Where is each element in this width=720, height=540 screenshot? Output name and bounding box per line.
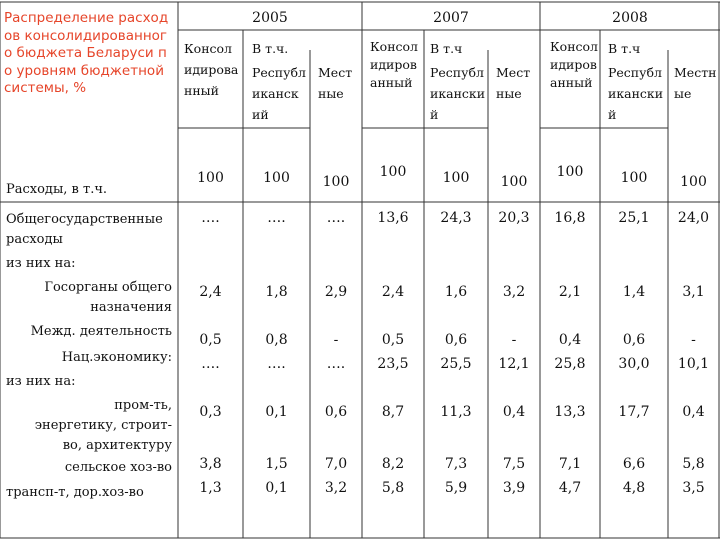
cell-general-2008-rep: 25,1 [618, 210, 650, 226]
cell-agri-2005-cons: 3,8 [199, 456, 222, 472]
cell-general-2005-cons: …. [201, 210, 220, 226]
cell-industry-2007-rep: 11,3 [440, 404, 472, 420]
cell-general-2007-loc: 20,3 [498, 210, 530, 226]
cell-transport-2005-cons: 1,3 [199, 480, 222, 496]
subheader-consolidated-2005: Консолидированный [184, 41, 239, 98]
row-label-economy: Нац.экономику: [61, 350, 172, 365]
cell-gov-2008-loc: 3,1 [682, 284, 705, 300]
subheader-republican-2005: Республиканский [252, 65, 306, 122]
row-label-gov-bodies: Госорганы общего назначения [44, 280, 172, 315]
cell-intl-2005-rep: 0,8 [265, 332, 288, 348]
cell-industry-2008-rep: 17,7 [618, 404, 650, 420]
cell-gov-2007-loc: 3,2 [502, 284, 526, 300]
cell-general-2008-cons: 16,8 [554, 210, 586, 226]
cell-intl-2005-cons: 0,5 [199, 332, 222, 348]
row-label-industry: пром-ть, энергетику, строит-во, архитектуру [34, 398, 172, 453]
cell-industry-2005-loc: 0,6 [324, 404, 348, 420]
subheader-incl-2005: В т.ч. [252, 41, 289, 56]
cell-transport-2008-cons: 4,7 [558, 480, 582, 496]
cell-gov-2008-cons: 2,1 [558, 284, 582, 300]
cell-industry-2008-cons: 13,3 [554, 404, 586, 420]
cell-industry-2005-cons: 0,3 [199, 404, 222, 420]
cell-economy-2007-rep: 25,5 [440, 356, 472, 372]
subheader-consolidated-2007: Консолидированный [370, 39, 418, 90]
row-label-intl: Межд. деятельность [30, 324, 172, 339]
subheader-local-2008: Местные [674, 65, 717, 101]
cell-transport-2008-loc: 3,5 [682, 480, 705, 496]
year-2007: 2007 [433, 10, 469, 26]
cell-transport-2005-loc: 3,2 [324, 480, 348, 496]
cell-total-2008-cons: 100 [556, 164, 584, 180]
cell-agri-2005-loc: 7,0 [324, 456, 348, 472]
cell-intl-2008-loc: - [691, 332, 696, 348]
row-label-of-which-1: из них на: [6, 256, 76, 271]
cell-economy-2005-rep: …. [267, 356, 286, 372]
row-label-transport: трансп-т, дор.хоз-во [6, 485, 144, 500]
cell-transport-2007-cons: 5,8 [381, 480, 405, 496]
cell-industry-2007-cons: 8,7 [381, 404, 405, 420]
cell-economy-2008-loc: 10,1 [677, 356, 710, 372]
cell-total-2007-loc: 100 [500, 174, 528, 190]
cell-total-2007-rep: 100 [442, 170, 470, 186]
cell-total-2005-cons: 100 [197, 170, 224, 186]
cell-transport-2008-rep: 4,8 [622, 480, 646, 496]
cell-total-2005-loc: 100 [322, 174, 350, 190]
subheader-republican-2008: Республиканский [608, 65, 664, 122]
cell-industry-2008-loc: 0,4 [682, 404, 705, 420]
cell-industry-2005-rep: 0,1 [265, 404, 288, 420]
cell-transport-2007-loc: 3,9 [502, 480, 526, 496]
cell-general-2007-rep: 24,3 [440, 210, 472, 226]
cell-agri-2008-rep: 6,6 [622, 456, 646, 472]
row-label-of-which-2: из них на: [6, 374, 76, 389]
cell-economy-2007-loc: 12,1 [498, 356, 530, 372]
cell-intl-2007-rep: 0,6 [444, 332, 468, 348]
cell-transport-2007-rep: 5,9 [444, 480, 468, 496]
row-label-general: Общегосударственные расходы [6, 212, 163, 247]
cell-general-2005-rep: …. [267, 210, 286, 226]
cell-agri-2007-rep: 7,3 [444, 456, 468, 472]
year-2005: 2005 [252, 10, 288, 26]
cell-general-2005-loc: …. [326, 210, 346, 226]
subheader-consolidated-2008: Консолидированный [550, 39, 598, 90]
row-label-total: Расходы, в т.ч. [6, 182, 108, 197]
subheader-incl-2007: В т.ч [430, 41, 463, 56]
year-2008: 2008 [612, 10, 648, 26]
cell-agri-2008-loc: 5,8 [682, 456, 705, 472]
cell-total-2007-cons: 100 [379, 164, 407, 180]
cell-intl-2008-cons: 0,4 [558, 332, 582, 348]
cell-economy-2008-cons: 25,8 [554, 356, 586, 372]
subheader-incl-2008: В т.ч [608, 41, 641, 56]
subheader-republican-2007: Республиканский [430, 65, 486, 122]
cell-gov-2007-cons: 2,4 [381, 284, 405, 300]
cell-economy-2008-rep: 30,0 [618, 356, 650, 372]
table-title: Распределение расходов консолидированного бюджета Беларуси по уровням бюджетной системы, % [4, 10, 169, 96]
cell-agri-2005-rep: 1,5 [265, 456, 288, 472]
cell-gov-2005-loc: 2,9 [324, 284, 348, 300]
cell-industry-2007-loc: 0,4 [502, 404, 526, 420]
cell-agri-2008-cons: 7,1 [558, 456, 582, 472]
cell-total-2008-rep: 100 [620, 170, 648, 186]
cell-gov-2005-rep: 1,8 [265, 284, 288, 300]
cell-gov-2008-rep: 1,4 [622, 284, 646, 300]
cell-economy-2005-cons: …. [201, 356, 220, 372]
cell-general-2007-cons: 13,6 [377, 210, 409, 226]
cell-intl-2007-loc: - [511, 332, 517, 348]
cell-transport-2005-rep: 0,1 [265, 480, 288, 496]
cell-agri-2007-loc: 7,5 [502, 456, 526, 472]
subheader-local-2005: Местные [318, 65, 353, 101]
cell-total-2005-rep: 100 [263, 170, 290, 186]
row-label-agriculture: сельское хоз-во [64, 460, 172, 475]
cell-total-2008-loc: 100 [680, 174, 707, 190]
cell-intl-2008-rep: 0,6 [622, 332, 646, 348]
cell-gov-2005-cons: 2,4 [199, 284, 222, 300]
cell-agri-2007-cons: 8,2 [381, 456, 405, 472]
subheader-local-2007: Местные [496, 65, 531, 101]
cell-gov-2007-rep: 1,6 [444, 284, 468, 300]
cell-intl-2007-cons: 0,5 [381, 332, 405, 348]
cell-economy-2007-cons: 23,5 [377, 356, 409, 372]
cell-economy-2005-loc: …. [326, 356, 346, 372]
cell-general-2008-loc: 24,0 [677, 210, 710, 226]
cell-intl-2005-loc: - [333, 332, 339, 348]
